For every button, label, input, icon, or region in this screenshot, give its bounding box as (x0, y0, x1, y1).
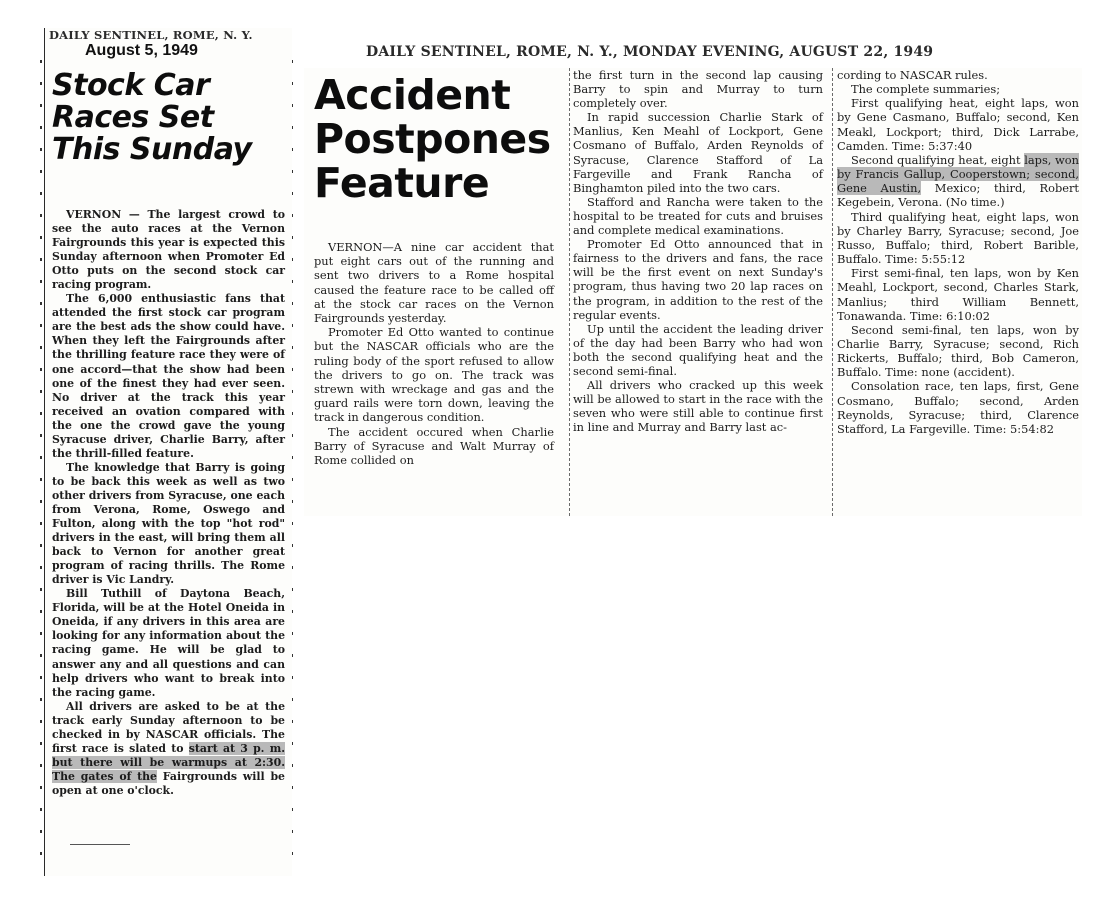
paragraph: Promoter Ed Otto wanted to continue but the NASCAR officials who are the ruling body of the sport refused to allow the drivers to go on. The track was strewn with wreckage and gas and the guard rails were torn down, leaving the track in dangerous condition. (314, 325, 554, 425)
august-5-clipping (44, 28, 292, 876)
headline-line-2: Races Set (52, 100, 214, 136)
column-divider (832, 68, 833, 516)
paragraph: VERNON—A nine car accident that put eight cars out of the running and sent two drivers to a Rome hospital caused the feature race to be called off at the stock car races on the Vernon Fairgrounds yesterday. (314, 240, 554, 326)
clipping-date-label: August 5, 1949 (85, 42, 198, 59)
text-span: All drivers are asked to be at the track early Sunday afternoon to be checked in by NASCAR officials. The first race is slated to (52, 699, 285, 755)
paragraph: Stafford and Rancha were taken to the hospital to be treated for cuts and bruises and complete medical examinations. (573, 194, 823, 238)
text-span: Fairgrounds will be open at one o'clock. (52, 769, 285, 797)
newspaper-dateline-masthead: DAILY SENTINEL, ROME, N. Y., MONDAY EVENING, AUGUST 22, 1949 (366, 44, 934, 60)
article-column-2 (573, 68, 823, 434)
paragraph: the first turn in the second lap causing Barry to spin and Murray to turn completely over. (573, 68, 823, 111)
newspaper-masthead: DAILY SENTINEL, ROME, N. Y. (49, 28, 253, 42)
paragraph: The accident occured when Charlie Barry of Syracuse and Walt Murray of Rome collided on (314, 424, 554, 468)
summary-semi-final-1: First semi-final, ten laps, won by Ken Meahl, Lockport, second, Charles Stark, Manlius; third William Bennett, Tonawanda. Time: 6:10:02 (837, 266, 1079, 323)
headline-line-1: Accident (314, 71, 511, 119)
summary-heat-3: Third qualifying heat, eight laps, won by Charley Barry, Syracuse; second, Joe Russo, Buffalo; third, Robert Barible, Buffalo. Time: 5:55:12 (837, 209, 1079, 267)
headline-line-2: Postpones (314, 114, 551, 163)
paragraph: The knowledge that Barry is going to be back this week as well as two other drivers from Syracuse, one each from Verona, Rome, Oswego and Fulton, along with the top "hot rod" drivers in the east, will bring them all back to Vernon for another great program of racing thrills. The Rome driver is Vic Landry. (52, 460, 285, 587)
headline-line-1: Stock Car (52, 68, 210, 103)
article-column-1 (314, 240, 554, 467)
summaries-heading: The complete summaries; (851, 82, 1001, 97)
summary-semi-final-2: Second semi-final, ten laps, won by Charlie Barry, Syracuse; second, Rich Rickerts, Buffalo; third, Bob Cameron, Buffalo. Time: none (accident). (837, 322, 1079, 380)
paragraph: Promoter Ed Otto announced that in fairness to the drivers and fans, the race will be the first event on next Sunday's program, thus having two 20 lap races on the program, in addition to the rest of the regular events. (573, 237, 823, 322)
article-body (52, 208, 285, 798)
article-headline (52, 70, 284, 166)
column-divider (569, 68, 570, 516)
end-of-article-rule (70, 844, 130, 845)
paragraph: Bill Tuthill of Daytona Beach, Florida, will be at the Hotel Oneida in Oneida, if any drivers in this area are looking for any information about the racing game. He will be glad to answer any and all questions and can help drivers who want to break into the racing game. (52, 587, 285, 699)
summary-heat-1: First qualifying heat, eight laps, won by Gene Casmano, Buffalo; second, Ken Meakl, Lockport; third, Dick Larrabe, Camden. Time: 5:37:40 (837, 96, 1079, 153)
paragraph: The 6,000 enthusiastic fans that attended the first stock car program are the best ads the show could have. When they left the Fairgrounds after the thrilling feature race they were of one accord—that the show had been one of the finest they had ever seen. No driver at the track this year received an ovation compared with the one the crowd gave the young Syracuse driver, Charlie Barry, after the thrill-filled feature. (52, 292, 285, 460)
text-span: Mexico; third, Robert Kegebein, Verona. (No time.) (837, 181, 1079, 210)
paragraph: VERNON — The largest crowd to see the auto races at the Vernon Fairgrounds this year is expected this Sunday afternoon when Promoter Ed Otto puts on the second stock car racing program. (52, 208, 285, 292)
headline-line-3: Feature (314, 158, 490, 207)
highlighted-text: start at 3 p. m. but there will be warmups at 2:30. The gates of the (52, 741, 286, 783)
article-headline (314, 71, 564, 207)
race-summaries-column (837, 68, 1079, 436)
paragraph-with-highlight (52, 700, 285, 798)
august-22-clipping (304, 68, 1082, 516)
paragraph: In rapid succession Charlie Stark of Manlius, Ken Meahl of Lockport, Gene Cosmano of Buffalo, Arden Reynolds of Syracuse, Clarence Stafford of La Fargeville and Frank Rancha of Binghamton piled into the two cars. (573, 110, 823, 195)
paragraph: Up until the accident the leading driver of the day had been Barry who had won both the second qualifying heat and the second semi-final. (573, 321, 823, 378)
paragraph: cording to NASCAR rules. (837, 68, 988, 82)
summary-consolation: Consolation race, ten laps, first, Gene Cosmano, Buffalo; second, Arden Reynolds, Syracuse; third, Clarence Stafford, La Fargeville. Time: 5:54:82 (837, 379, 1079, 436)
left-column-edge-marks (40, 60, 42, 860)
headline-line-3: This Sunday (52, 132, 252, 168)
summary-heat-2 (837, 153, 1079, 210)
text-span: Second qualifying heat, eight (851, 152, 1025, 167)
paragraph: All drivers who cracked up this week will be allowed to start in the race with the seven who were still able to continue first in line and Murray and Barry last ac- (573, 378, 823, 435)
highlighted-text: laps, won by Francis Gallup, Cooperstown; second, Gene Austin, (837, 152, 1079, 196)
